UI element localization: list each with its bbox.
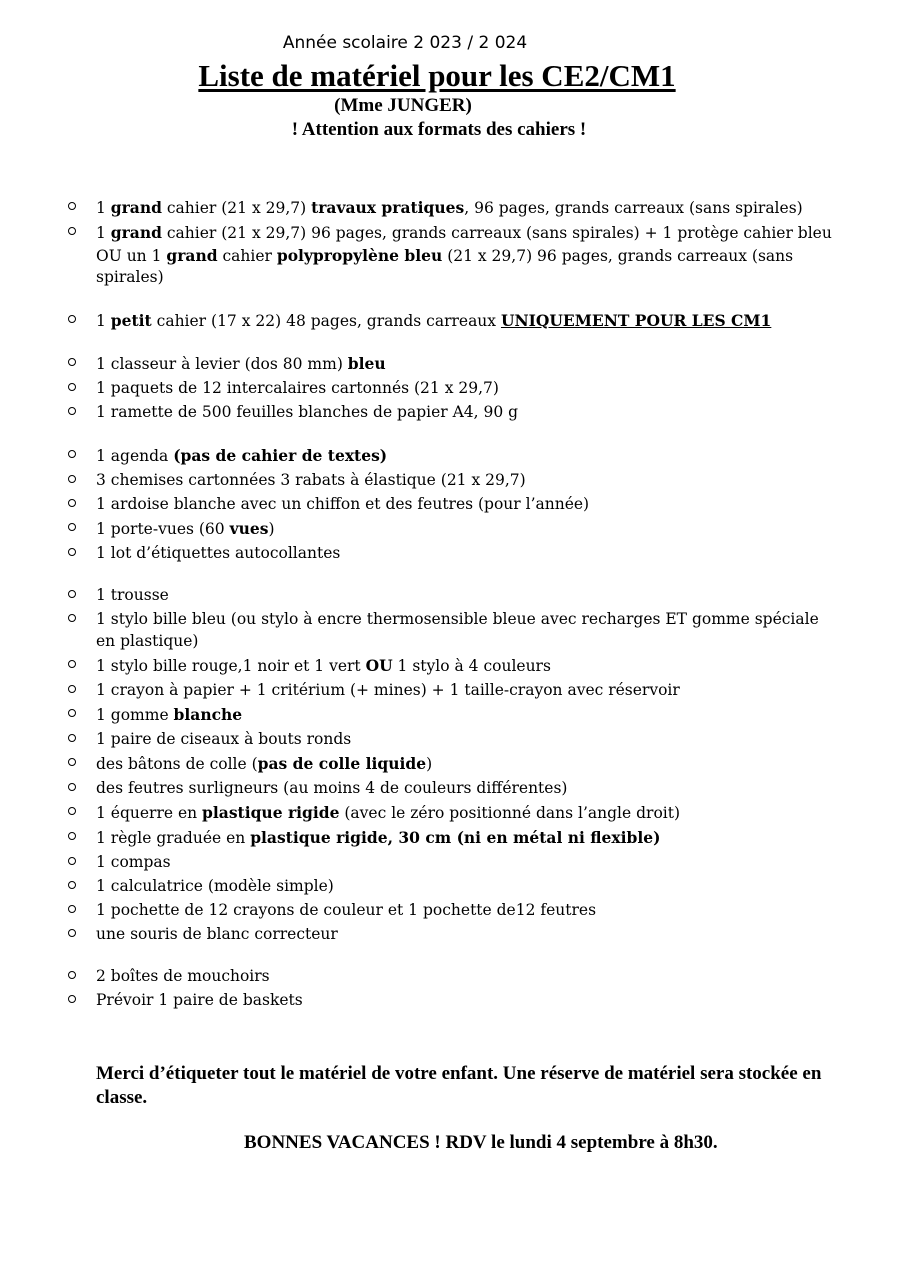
circle-bullet-icon: [68, 881, 76, 889]
circle-bullet-icon: [68, 523, 76, 531]
list-item-text: cahier (17 x 22) 48 pages, grands carreaux: [151, 311, 501, 330]
circle-bullet-icon: [68, 971, 76, 979]
circle-bullet-icon: [68, 832, 76, 840]
list-item-text: (avec le zéro positionné dans l’angle droit): [339, 803, 681, 822]
list-item-text: des feutres surligneurs (au moins 4 de couleurs différentes): [96, 778, 568, 797]
list-item-text: 1: [96, 311, 111, 330]
list-item-text: polypropylène bleu: [276, 245, 443, 265]
list-item-text: cahier (21 x 29,7) 96 pages, grands carreaux (sans spirales) + 1 protège cahier bleu OU un 1: [96, 224, 832, 265]
list-item: [0, 680, 900, 702]
list-item-text: travaux pratiques: [311, 198, 465, 217]
list-item: [0, 310, 900, 333]
circle-bullet-icon: [68, 660, 76, 668]
list-item-text: pas de colle liquide: [257, 753, 427, 773]
circle-bullet-icon: [68, 358, 76, 366]
list-item-text: 1 calculatrice (modèle simple): [96, 876, 334, 895]
format-warning: ! Attention aux formats des cahiers !: [291, 119, 587, 140]
list-item: [0, 876, 900, 898]
circle-bullet-icon: [68, 499, 76, 507]
list-item-text: 1 stylo bille rouge,1 noir et 1 vert: [96, 656, 366, 675]
list-item-text: Prévoir 1 paire de baskets: [96, 991, 303, 1009]
list-item-text: 2 boîtes de mouchoirs: [96, 967, 270, 985]
circle-bullet-icon: [68, 783, 76, 791]
list-item-text: vues: [229, 518, 269, 538]
circle-bullet-icon: [68, 929, 76, 937]
list-item-text: ): [426, 754, 433, 773]
list-item-text: 1 crayon à papier + 1 critérium (+ mines) + 1 taille-crayon avec réservoir: [96, 680, 680, 699]
circle-bullet-icon: [68, 407, 76, 415]
list-item: [0, 378, 900, 400]
list-item: [0, 852, 900, 874]
school-year: Année scolaire 2 023 / 2 024: [282, 33, 528, 53]
circle-bullet-icon: [68, 383, 76, 391]
list-item-text: 3 chemises cartonnées 3 rabats à élastique (21 x 29,7): [96, 470, 526, 489]
labeling-note: Merci d’étiqueter tout le matériel de votre enfant. Une réserve de matériel sera stockée en classe.: [96, 1063, 822, 1108]
list-item-text: 1 stylo bille bleu (ou stylo à encre thermosensible bleue avec recharges ET gomme spéciale en plastique): [96, 610, 819, 650]
list-item: [0, 609, 900, 652]
list-item-text: 1 compas: [96, 852, 171, 871]
list-item: [0, 802, 900, 825]
circle-bullet-icon: [68, 905, 76, 913]
circle-bullet-icon: [68, 202, 76, 210]
list-item: [0, 494, 900, 516]
list-item-text: grand: [110, 198, 162, 217]
circle-bullet-icon: [68, 315, 76, 323]
list-item: [0, 924, 900, 946]
list-item-text: 1: [96, 199, 111, 217]
circle-bullet-icon: [68, 857, 76, 865]
circle-bullet-icon: [68, 614, 76, 622]
list-item-text: 1 équerre en: [96, 803, 203, 822]
list-item-text: bleu: [347, 354, 386, 373]
circle-bullet-icon: [68, 450, 76, 458]
list-item-text: OU: [365, 655, 393, 675]
circle-bullet-icon: [68, 685, 76, 693]
list-item-text: 1 stylo à 4 couleurs: [392, 656, 551, 675]
list-item-text: 1 agenda: [96, 446, 174, 465]
list-item: [0, 729, 900, 751]
list-item: [0, 585, 900, 607]
farewell-note: BONNES VACANCES ! RDV le lundi 4 septembre à 8h30.: [244, 1132, 718, 1153]
list-item: [0, 753, 900, 776]
list-item-text: grand: [110, 223, 162, 242]
circle-bullet-icon: [68, 548, 76, 556]
list-item-text: 1 trousse: [96, 586, 169, 604]
list-item-text: (pas de cahier de textes): [173, 445, 388, 465]
circle-bullet-icon: [68, 995, 76, 1003]
list-item-text: 1 pochette de 12 crayons de couleur et 1 pochette de12 feutres: [96, 900, 597, 919]
list-item-text: plastique rigide, 30 cm (ni en métal ni flexible): [250, 827, 661, 847]
list-item: [0, 402, 900, 424]
list-item: [0, 704, 900, 727]
list-item: [0, 990, 900, 1012]
list-item-text: 1 ramette de 500 feuilles blanches de papier A4, 90 g: [96, 403, 519, 421]
list-item-text: 1 classeur à levier (dos 80 mm): [96, 355, 348, 373]
list-item-text: 1 paire de ciseaux à bouts ronds: [96, 729, 352, 748]
list-item: [0, 900, 900, 922]
list-item-text: grand: [166, 245, 218, 265]
circle-bullet-icon: [68, 227, 76, 235]
list-item: [0, 470, 900, 492]
list-item-text: 1 règle graduée en: [96, 828, 251, 847]
list-item: [0, 445, 900, 468]
teacher-name: (Mme JUNGER): [334, 95, 472, 116]
list-item: [0, 222, 900, 289]
list-item: [0, 543, 900, 565]
list-item-text: blanche: [173, 704, 243, 724]
list-item-text: , 96 pages, grands carreaux (sans spirales): [464, 199, 803, 217]
list-item-text: une souris de blanc correcteur: [96, 924, 338, 943]
list-item: [0, 518, 900, 541]
list-item-text: 1 porte-vues (60: [96, 519, 230, 538]
list-item: [0, 778, 900, 800]
list-item-text: cahier: [217, 246, 277, 265]
circle-bullet-icon: [68, 709, 76, 717]
list-item-text: 1: [96, 224, 111, 242]
list-item-text: plastique rigide: [202, 802, 340, 822]
list-item: [0, 827, 900, 850]
list-item-text: 1 paquets de 12 intercalaires cartonnés (21 x 29,7): [96, 379, 499, 397]
list-item: [0, 655, 900, 678]
list-item-text: 1 ardoise blanche avec un chiffon et des feutres (pour l’année): [96, 494, 590, 513]
list-item-text: petit: [110, 310, 152, 330]
list-item-text: cahier (21 x 29,7): [161, 199, 312, 217]
list-item: [0, 966, 900, 988]
list-item-text: UNIQUEMENT POUR LES CM1: [500, 310, 772, 330]
page-title: Liste de matériel pour les CE2/CM1: [198, 58, 676, 93]
circle-bullet-icon: [68, 475, 76, 483]
supply-list: [0, 197, 900, 1014]
list-item-text: des bâtons de colle (: [96, 754, 258, 773]
list-item: [0, 353, 900, 376]
list-item-text: 1 lot d’étiquettes autocollantes: [96, 543, 341, 562]
circle-bullet-icon: [68, 734, 76, 742]
list-item-text: ): [268, 519, 275, 538]
list-item-text: (21 x 29,7) 96 pages, grands carreaux (sans spirales): [96, 246, 794, 286]
circle-bullet-icon: [68, 807, 76, 815]
circle-bullet-icon: [68, 758, 76, 766]
list-item-text: 1 gomme: [96, 705, 174, 724]
list-item: [0, 197, 900, 220]
circle-bullet-icon: [68, 590, 76, 598]
